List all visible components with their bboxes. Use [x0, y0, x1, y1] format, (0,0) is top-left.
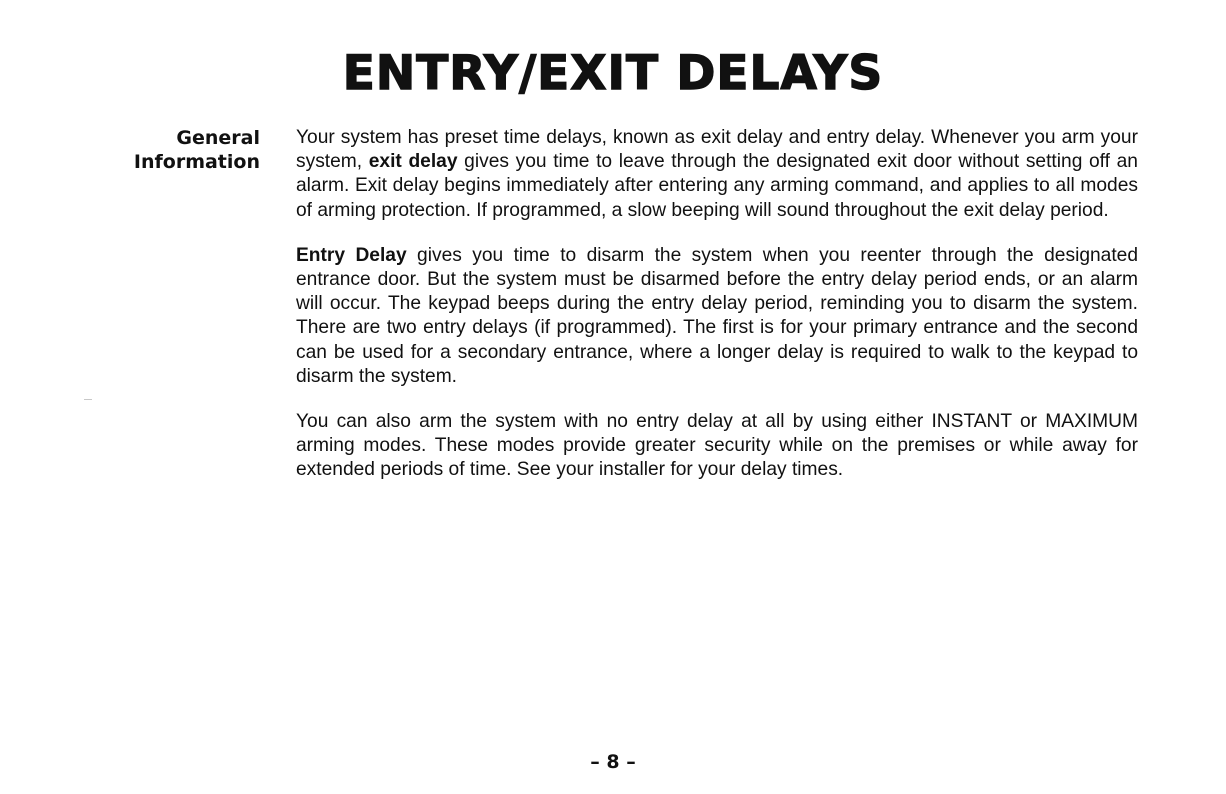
paragraph-no-entry-delay	[296, 410, 1138, 483]
paragraph-exit-delay	[296, 126, 1138, 223]
body-text	[296, 126, 1138, 504]
page-title: ENTRY/EXIT DELAYS	[342, 46, 884, 101]
section-heading	[134, 126, 260, 174]
paragraph-3-text: You can also arm the system with no entry delay at all by using either INSTANT or MAXIMUM arming modes. These modes provide greater security while on the premises or while away for extended periods of time. See your installer for your delay times.	[296, 411, 1138, 481]
paragraph-entry-delay	[296, 244, 1138, 389]
section-heading-line-2: Information	[133, 151, 260, 173]
section-heading-line-1: General	[176, 127, 260, 149]
scan-artifact	[84, 399, 92, 400]
paragraph-1-text-after: gives you time to leave through the designated exit door without setting off an alarm. Exit delay begins immediately after entering any arming command, and applies to all modes of arming protection. If programmed, a slow beeping will sound throughout the exit delay period.	[296, 151, 1138, 221]
paragraph-1-text-before: Your system has preset time delays, known as exit delay and entry delay. Whenever you arm your system,	[296, 127, 1138, 173]
paragraph-2-text-after: gives you time to disarm the system when you reenter through the designated entrance door. But the system must be disarmed before the entry delay period ends, or an alarm will occur. The keypad beeps during the entry delay period, reminding you to disarm the system. There are two entry delays (if programmed). The first is for your primary entrance and the second can be used for a secondary entrance, where a longer delay is required to walk to the keypad to disarm the system.	[296, 244, 1139, 387]
page-number: – 8 –	[590, 751, 636, 773]
exit-delay-term: exit delay	[368, 151, 458, 173]
entry-delay-term: Entry Delay	[296, 244, 407, 266]
